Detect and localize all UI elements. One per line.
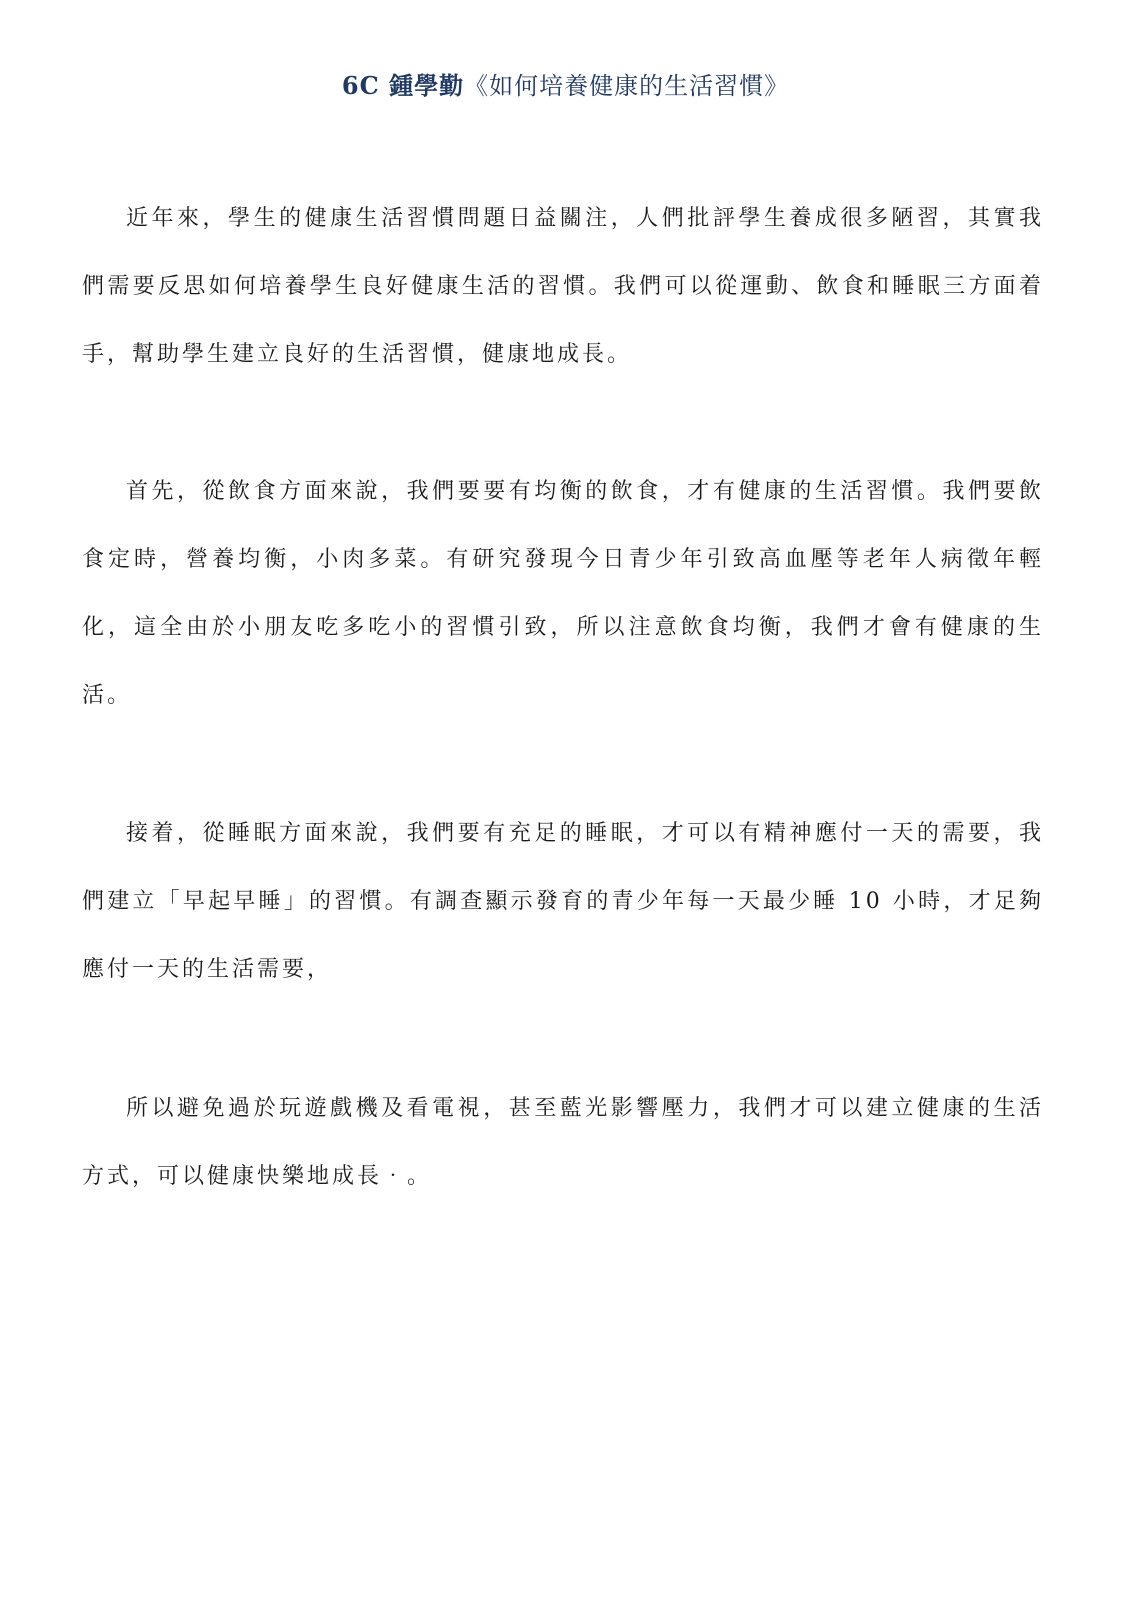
title-author: 6C 鍾學勤 [341,71,465,100]
paragraph-text: 近年來，學生的健康生活習慣問題日益關注，人們批評學生養成很多陋習，其實我們需要反思如何培養學生良好健康生活的習慣。我們可以從運動、飲食和睡眠三方面着手，幫助學生建立良好的生活習慣，健康地成長。 [82,206,1044,367]
document-title [0,70,1131,102]
title-book-name: 《如何培養健康的生活習慣》 [464,72,790,100]
paragraph-text: 所以避免過於玩遊戲機及看電視，甚至藍光影響壓力，我們才可以建立健康的生活方式，可以健康快樂地成長‧。 [82,1096,1044,1189]
paragraph-text: 首先，從飲食方面來說，我們要要有均衡的飲食，才有健康的生活習慣。我們要飲食定時，營養均衡，小肉多菜。有研究發現今日青少年引致高血壓等老年人病徵年輕化，這全由於小朋友吃多吃小的習慣引致，所以注意飲食均衡，我們才會有健康的生活。 [82,479,1044,708]
paragraph-conclusion [82,1075,1044,1211]
paragraph-text: 接着，從睡眠方面來說，我們要有充足的睡眠，才可以有精神應付一天的需要，我們建立「早起早睡」的習慣。有調查顯示發育的青少年每一天最少睡 10 小時，才足夠應付一天的生活需要， [82,821,1044,982]
paragraph-diet [82,458,1044,730]
paragraph-intro [82,185,1044,389]
paragraph-sleep [82,800,1044,1004]
